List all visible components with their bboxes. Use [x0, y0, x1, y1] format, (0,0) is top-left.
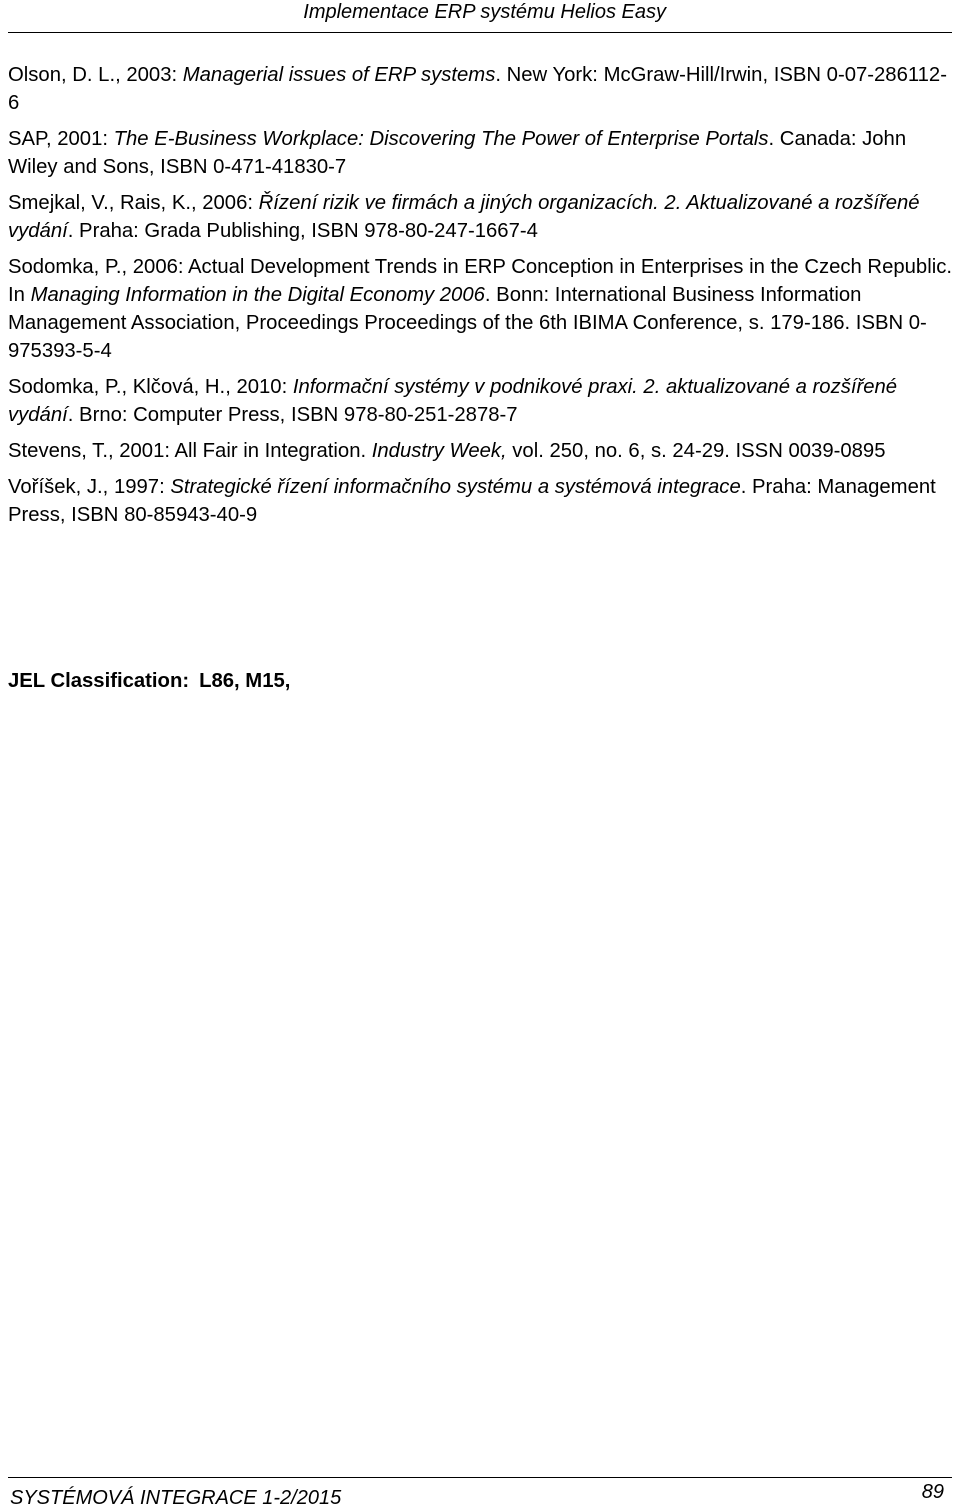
running-title: Implementace ERP systému Helios Easy: [303, 1, 666, 23]
page-number: 89: [921, 1481, 944, 1503]
ref-text: . Bonn: International Business Information Management Association, Proceedings Proceedings of the 6th IBIMA Conference, s. 179-186. ISBN 0-975393-5-4: [8, 284, 927, 362]
page-footer: [8, 1477, 952, 1508]
jel-codes: L86, M15,: [199, 670, 291, 692]
reference-entry: [8, 253, 953, 365]
ref-text: SAP, 2001:: [8, 128, 114, 150]
ref-title: The E-Business Workplace: Discovering The Power of Enterprise Portals: [113, 128, 769, 150]
reference-entry: [8, 189, 953, 245]
reference-entry: [8, 61, 953, 117]
ref-text: . Brno: Computer Press, ISBN 978-80-251-2878-7: [67, 404, 518, 426]
reference-entry: [8, 473, 953, 529]
journal-name: SYSTÉMOVÁ INTEGRACE 1-2/2015: [10, 1487, 342, 1509]
ref-title: Strategické řízení informačního systému a systémová integrace: [170, 476, 741, 498]
ref-text: vol. 250, no. 6, s. 24-29. ISSN 0039-0895: [506, 440, 886, 462]
ref-text: Sodomka, P., 2006: Actual Development Trends in ERP Conception in Enterprises in the Czech Republic. In: [8, 256, 952, 306]
page-header: [8, 0, 952, 33]
ref-text: Voříšek, J., 1997:: [8, 476, 171, 498]
ref-title: Řízení rizik ve firmách a jiných organizacích. 2. Aktualizované a rozšířené vydání: [8, 192, 920, 242]
ref-text: Smejkal, V., Rais, K., 2006:: [8, 192, 259, 214]
ref-text: Sodomka, P., Klčová, H., 2010:: [8, 376, 293, 398]
jel-label: JEL Classification:: [8, 670, 190, 692]
ref-text: . Canada: John Wiley and Sons, ISBN 0-471-41830-7: [8, 128, 907, 178]
ref-text: . New York: McGraw-Hill/Irwin, ISBN 0-07-286112-6: [8, 64, 947, 114]
ref-text: Stevens, T., 2001: All Fair in Integration.: [8, 440, 372, 462]
ref-text: . Praha: Grada Publishing, ISBN 978-80-247-1667-4: [67, 220, 538, 242]
reference-entry: [8, 125, 953, 181]
ref-text: . Praha: Management Press, ISBN 80-85943-40-9: [8, 476, 936, 526]
reference-entry: [8, 373, 953, 429]
reference-list: [8, 61, 953, 537]
reference-entry: [8, 437, 953, 465]
ref-title: Managing Information in the Digital Economy 2006: [30, 284, 485, 306]
ref-title: Informační systémy v podnikové praxi. 2. aktualizované a rozšířené vydání: [8, 376, 898, 426]
ref-text: Olson, D. L., 2003:: [8, 64, 183, 86]
jel-classification: [8, 667, 290, 695]
ref-title: Managerial issues of ERP systems: [182, 64, 496, 86]
ref-journal: Industry Week,: [371, 440, 507, 462]
